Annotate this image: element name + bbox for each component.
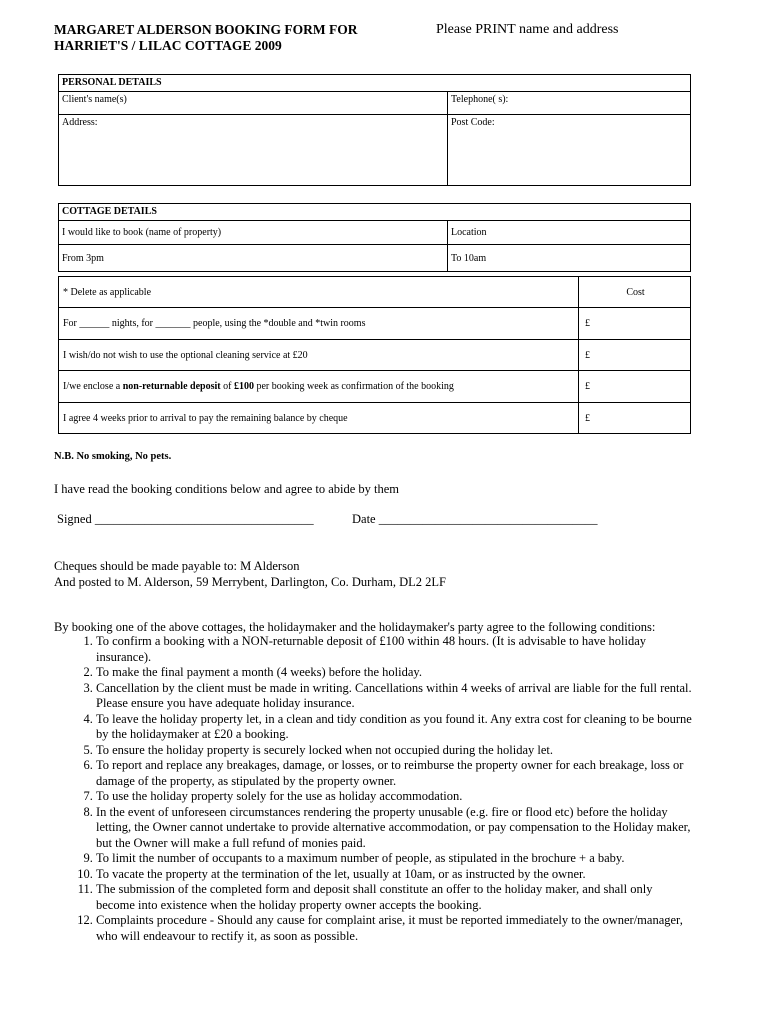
balance-text: I agree 4 weeks prior to arrival to pay the remaining balance by cheque — [63, 412, 348, 424]
property-name-label: I would like to book (name of property) — [62, 227, 222, 238]
cheque-payable: Cheques should be made payable to: M Alderson — [54, 559, 300, 573]
condition-item: 8. In the event of unforeseen circumstances rendering the property unusable (e.g. fire or flood etc) before the holiday letting, the Owner cannot undertake to provide alternative accommodation, or pay compensation to the Holiday maker, but the Owner will make a full refund of monies paid. — [96, 805, 694, 852]
nights-people-row[interactable] — [59, 308, 579, 340]
condition-item: 11. The submission of the completed form and deposit shall constitute an offer to the holiday maker, and shall only become into existence when the holiday property owner accepts the booking. — [96, 882, 694, 913]
clients-name-field[interactable] — [59, 92, 448, 115]
personal-details-heading: PERSONAL DETAILS — [59, 75, 691, 92]
location-label: Location — [451, 227, 487, 238]
condition-item: 4. To leave the holiday property let, in a clean and tidy condition as you found it. Any extra cost for cleaning to be bourne by the holidaymaker at £20 a booking. — [96, 712, 694, 743]
telephone-label: Telephone( s): — [451, 94, 509, 105]
agreement-statement: I have read the booking conditions below and agree to abide by them — [54, 482, 400, 496]
condition-item: 10. To vacate the property at the termination of the let, usually at 10am, or as instructed by the owner. — [96, 867, 694, 883]
condition-item: 9. To limit the number of occupants to a maximum number of people, as stipulated in the brochure + a baby. — [96, 851, 694, 867]
address-label: Address: — [62, 117, 98, 128]
deposit-row — [59, 371, 579, 403]
condition-item: 12. Complaints procedure - Should any cause for complaint arise, it must be reported immediately to the owner/manager, who will endeavour to rectify it, as soon as possible. — [96, 913, 694, 944]
cleaning-service-text: I wish/do not wish to use the optional cleaning service at £20 — [63, 349, 308, 361]
from-date-field[interactable] — [59, 245, 448, 272]
postcode-field[interactable] — [448, 115, 691, 186]
clients-name-label: Client's name(s) — [62, 94, 127, 105]
condition-item: 7. To use the holiday property solely for the use as holiday accommodation. — [96, 789, 694, 805]
form-title — [54, 22, 358, 54]
telephone-field[interactable] — [448, 92, 691, 115]
form-title-line2: HARRIET'S / LILAC COTTAGE 2009 — [54, 38, 282, 53]
from-label: From 3pm — [62, 252, 104, 264]
balance-cost-field[interactable] — [579, 403, 691, 434]
postcode-label: Post Code: — [451, 117, 495, 128]
deposit-text-pre: I/we enclose a — [63, 381, 123, 392]
address-field[interactable] — [59, 115, 448, 186]
form-title-line1: MARGARET ALDERSON BOOKING FORM FOR — [54, 22, 358, 37]
condition-item: 5. To ensure the holiday property is securely locked when not occupied during the holiday let. — [96, 743, 694, 759]
nights-cost-field[interactable] — [579, 308, 691, 340]
no-smoking-note: N.B. No smoking, No pets. — [54, 451, 172, 462]
conditions-intro: By booking one of the above cottages, the holidaymaker and the holidaymaker's party agree to the following conditions: — [54, 620, 656, 634]
deposit-text-mid: of — [220, 381, 234, 392]
pound-sign: £ — [585, 349, 590, 361]
pound-sign: £ — [585, 381, 590, 392]
pound-sign: £ — [585, 412, 590, 424]
cottage-details-heading: COTTAGE DETAILS — [59, 204, 691, 221]
location-field[interactable] — [448, 221, 691, 245]
cottage-details-table — [58, 203, 691, 272]
cheque-instructions — [54, 558, 446, 590]
property-name-field[interactable] — [59, 221, 448, 245]
condition-item: 1. To confirm a booking with a NON-returnable deposit of £100 within 48 hours. (It is advisable to have holiday insurance). — [96, 634, 694, 665]
cost-header: Cost — [579, 277, 691, 308]
condition-item: 3. Cancellation by the client must be made in writing. Cancellations within 4 weeks of arrival are liable for the full rental. Please ensure you have adequate holiday insurance. — [96, 681, 694, 712]
pound-sign: £ — [585, 318, 590, 329]
deposit-text-bold: non-returnable deposit — [122, 381, 221, 392]
to-date-field[interactable] — [448, 245, 691, 272]
nights-people-text: For ______ nights, for _______ people, using the *double and *twin rooms — [63, 318, 366, 329]
cleaning-service-row[interactable] — [59, 340, 579, 371]
deposit-amount: £100 — [233, 381, 254, 392]
deposit-cost-field[interactable] — [579, 371, 691, 403]
cost-table — [58, 276, 691, 434]
condition-item: 6. To report and replace any breakages, damage, or losses, or to reimburse the property owner for each breakage, loss or damage of the property, as stipulated by the property owner. — [96, 758, 694, 789]
conditions-list — [54, 634, 694, 944]
date-line[interactable]: Date ___________________________________ — [352, 512, 598, 526]
condition-item: 2. To make the final payment a month (4 weeks) before the holiday. — [96, 665, 694, 681]
to-label: To 10am — [451, 252, 487, 264]
deposit-text-post: per booking week as confirmation of the booking — [253, 381, 454, 392]
balance-row — [59, 403, 579, 434]
print-note: Please PRINT name and address — [436, 22, 619, 37]
delete-note: * Delete as applicable — [59, 277, 579, 308]
cleaning-cost-field[interactable] — [579, 340, 691, 371]
personal-details-table — [58, 74, 691, 186]
signature-line[interactable]: Signed ___________________________________ — [57, 512, 314, 526]
postal-address: And posted to M. Alderson, 59 Merrybent, Darlington, Co. Durham, DL2 2LF — [54, 575, 446, 589]
